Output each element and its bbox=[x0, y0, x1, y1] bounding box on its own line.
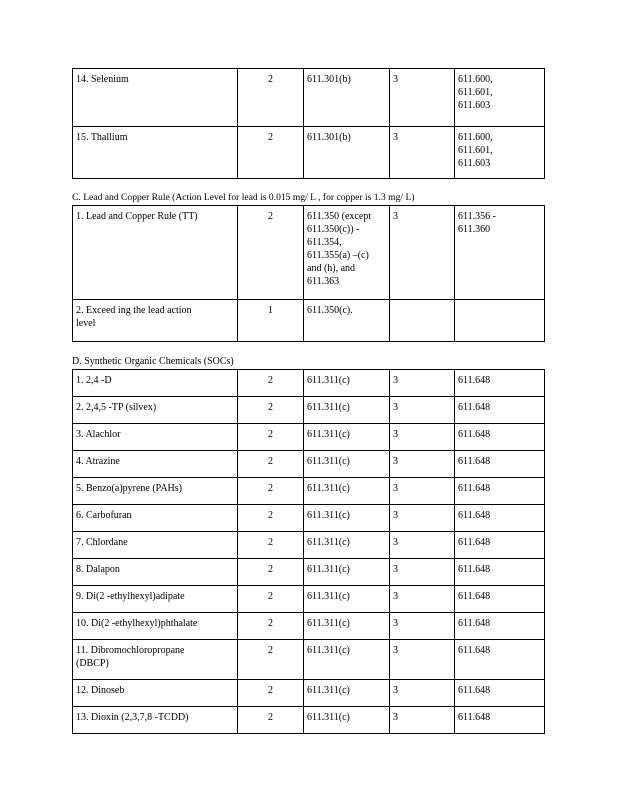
reference-cell: 611.350 (except 611.350(c)) - 611.354, 611.355(a) –(c) and (h), and 611.363 bbox=[304, 206, 390, 300]
tier-cell bbox=[390, 300, 455, 342]
method-cell: 611.648 bbox=[455, 532, 545, 559]
reference-cell: 611.301(b) bbox=[304, 127, 390, 179]
value-cell: 2 bbox=[238, 532, 304, 559]
tier-cell: 3 bbox=[390, 424, 455, 451]
value-cell: 2 bbox=[238, 640, 304, 680]
table-row bbox=[73, 680, 545, 707]
reference-cell: 611.350(c). bbox=[304, 300, 390, 342]
tier-cell: 3 bbox=[390, 451, 455, 478]
table-row bbox=[73, 451, 545, 478]
value-cell: 2 bbox=[238, 451, 304, 478]
table-row bbox=[73, 532, 545, 559]
soc-table bbox=[72, 369, 545, 734]
tier-cell: 3 bbox=[390, 532, 455, 559]
inorganic-table-continuation bbox=[72, 68, 545, 179]
contaminant-cell: 2. 2,4,5 -TP (silvex) bbox=[73, 397, 238, 424]
method-cell: 611.648 bbox=[455, 586, 545, 613]
tier-cell: 3 bbox=[390, 505, 455, 532]
contaminant-cell: 1. Lead and Copper Rule (TT) bbox=[73, 206, 238, 300]
contaminant-cell: 6. Carbofuran bbox=[73, 505, 238, 532]
table-row bbox=[73, 613, 545, 640]
value-cell: 2 bbox=[238, 559, 304, 586]
method-cell: 611.648 bbox=[455, 370, 545, 397]
table-row bbox=[73, 424, 545, 451]
tier-cell: 3 bbox=[390, 586, 455, 613]
method-cell: 611.648 bbox=[455, 707, 545, 734]
value-cell: 2 bbox=[238, 206, 304, 300]
reference-cell: 611.311(c) bbox=[304, 680, 390, 707]
contaminant-cell: 4. Atrazine bbox=[73, 451, 238, 478]
table-row bbox=[73, 370, 545, 397]
tier-cell: 3 bbox=[390, 680, 455, 707]
contaminant-cell: 3. Alachlor bbox=[73, 424, 238, 451]
method-cell: 611.356 - 611.360 bbox=[455, 206, 545, 300]
contaminant-cell: 10. Di(2 -ethylhexyl)phthalate bbox=[73, 613, 238, 640]
value-cell: 2 bbox=[238, 680, 304, 707]
reference-cell: 611.311(c) bbox=[304, 640, 390, 680]
method-cell: 611.648 bbox=[455, 451, 545, 478]
reference-cell: 611.311(c) bbox=[304, 707, 390, 734]
table-row bbox=[73, 300, 545, 342]
table-row bbox=[73, 505, 545, 532]
method-cell: 611.648 bbox=[455, 478, 545, 505]
reference-cell: 611.301(b) bbox=[304, 69, 390, 127]
reference-cell: 611.311(c) bbox=[304, 559, 390, 586]
tier-cell: 3 bbox=[390, 69, 455, 127]
value-cell: 2 bbox=[238, 370, 304, 397]
table-row bbox=[73, 559, 545, 586]
reference-cell: 611.311(c) bbox=[304, 424, 390, 451]
method-cell: 611.600, 611.601, 611.603 bbox=[455, 127, 545, 179]
value-cell: 2 bbox=[238, 478, 304, 505]
method-cell: 611.648 bbox=[455, 424, 545, 451]
method-cell: 611.600, 611.601, 611.603 bbox=[455, 69, 545, 127]
table-row bbox=[73, 640, 545, 680]
contaminant-cell: 15. Thallium bbox=[73, 127, 238, 179]
value-cell: 2 bbox=[238, 397, 304, 424]
contaminant-cell: 8. Dalapon bbox=[73, 559, 238, 586]
contaminant-cell: 13. Dioxin (2,3,7,8 -TCDD) bbox=[73, 707, 238, 734]
contaminant-cell: 2. Exceed ing the lead action level bbox=[73, 300, 238, 342]
value-cell: 2 bbox=[238, 586, 304, 613]
table-row bbox=[73, 478, 545, 505]
reference-cell: 611.311(c) bbox=[304, 613, 390, 640]
tier-cell: 3 bbox=[390, 707, 455, 734]
tier-cell: 3 bbox=[390, 640, 455, 680]
contaminant-cell: 14. Selenium bbox=[73, 69, 238, 127]
lead-copper-table bbox=[72, 205, 545, 342]
method-cell: 611.648 bbox=[455, 397, 545, 424]
reference-cell: 611.311(c) bbox=[304, 397, 390, 424]
tier-cell: 3 bbox=[390, 559, 455, 586]
section-c-heading: C. Lead and Copper Rule (Action Level for lead is 0.015 mg/ L , for copper is 1.3 mg/ L) bbox=[72, 192, 415, 203]
method-cell: 611.648 bbox=[455, 559, 545, 586]
contaminant-cell: 7. Chlordane bbox=[73, 532, 238, 559]
contaminant-cell: 11. Dibromochloropropane (DBCP) bbox=[73, 640, 238, 680]
tier-cell: 3 bbox=[390, 613, 455, 640]
table-row bbox=[73, 586, 545, 613]
value-cell: 2 bbox=[238, 613, 304, 640]
reference-cell: 611.311(c) bbox=[304, 370, 390, 397]
tier-cell: 3 bbox=[390, 397, 455, 424]
contaminant-cell: 12. Dinoseb bbox=[73, 680, 238, 707]
value-cell: 1 bbox=[238, 300, 304, 342]
table-row bbox=[73, 707, 545, 734]
tier-cell: 3 bbox=[390, 370, 455, 397]
value-cell: 2 bbox=[238, 505, 304, 532]
method-cell bbox=[455, 300, 545, 342]
section-d-heading: D. Synthetic Organic Chemicals (SOCs) bbox=[72, 356, 234, 367]
method-cell: 611.648 bbox=[455, 640, 545, 680]
value-cell: 2 bbox=[238, 69, 304, 127]
table-row bbox=[73, 206, 545, 300]
method-cell: 611.648 bbox=[455, 505, 545, 532]
tier-cell: 3 bbox=[390, 478, 455, 505]
reference-cell: 611.311(c) bbox=[304, 478, 390, 505]
reference-cell: 611.311(c) bbox=[304, 586, 390, 613]
method-cell: 611.648 bbox=[455, 680, 545, 707]
contaminant-cell: 9. Di(2 -ethylhexyl)adipate bbox=[73, 586, 238, 613]
value-cell: 2 bbox=[238, 707, 304, 734]
reference-cell: 611.311(c) bbox=[304, 451, 390, 478]
table-row bbox=[73, 397, 545, 424]
value-cell: 2 bbox=[238, 424, 304, 451]
table-row bbox=[73, 69, 545, 127]
table-row bbox=[73, 127, 545, 179]
tier-cell: 3 bbox=[390, 127, 455, 179]
value-cell: 2 bbox=[238, 127, 304, 179]
tier-cell: 3 bbox=[390, 206, 455, 300]
contaminant-cell: 5. Benzo(a)pyrene (PAHs) bbox=[73, 478, 238, 505]
method-cell: 611.648 bbox=[455, 613, 545, 640]
contaminant-cell: 1. 2,4 -D bbox=[73, 370, 238, 397]
reference-cell: 611.311(c) bbox=[304, 505, 390, 532]
reference-cell: 611.311(c) bbox=[304, 532, 390, 559]
